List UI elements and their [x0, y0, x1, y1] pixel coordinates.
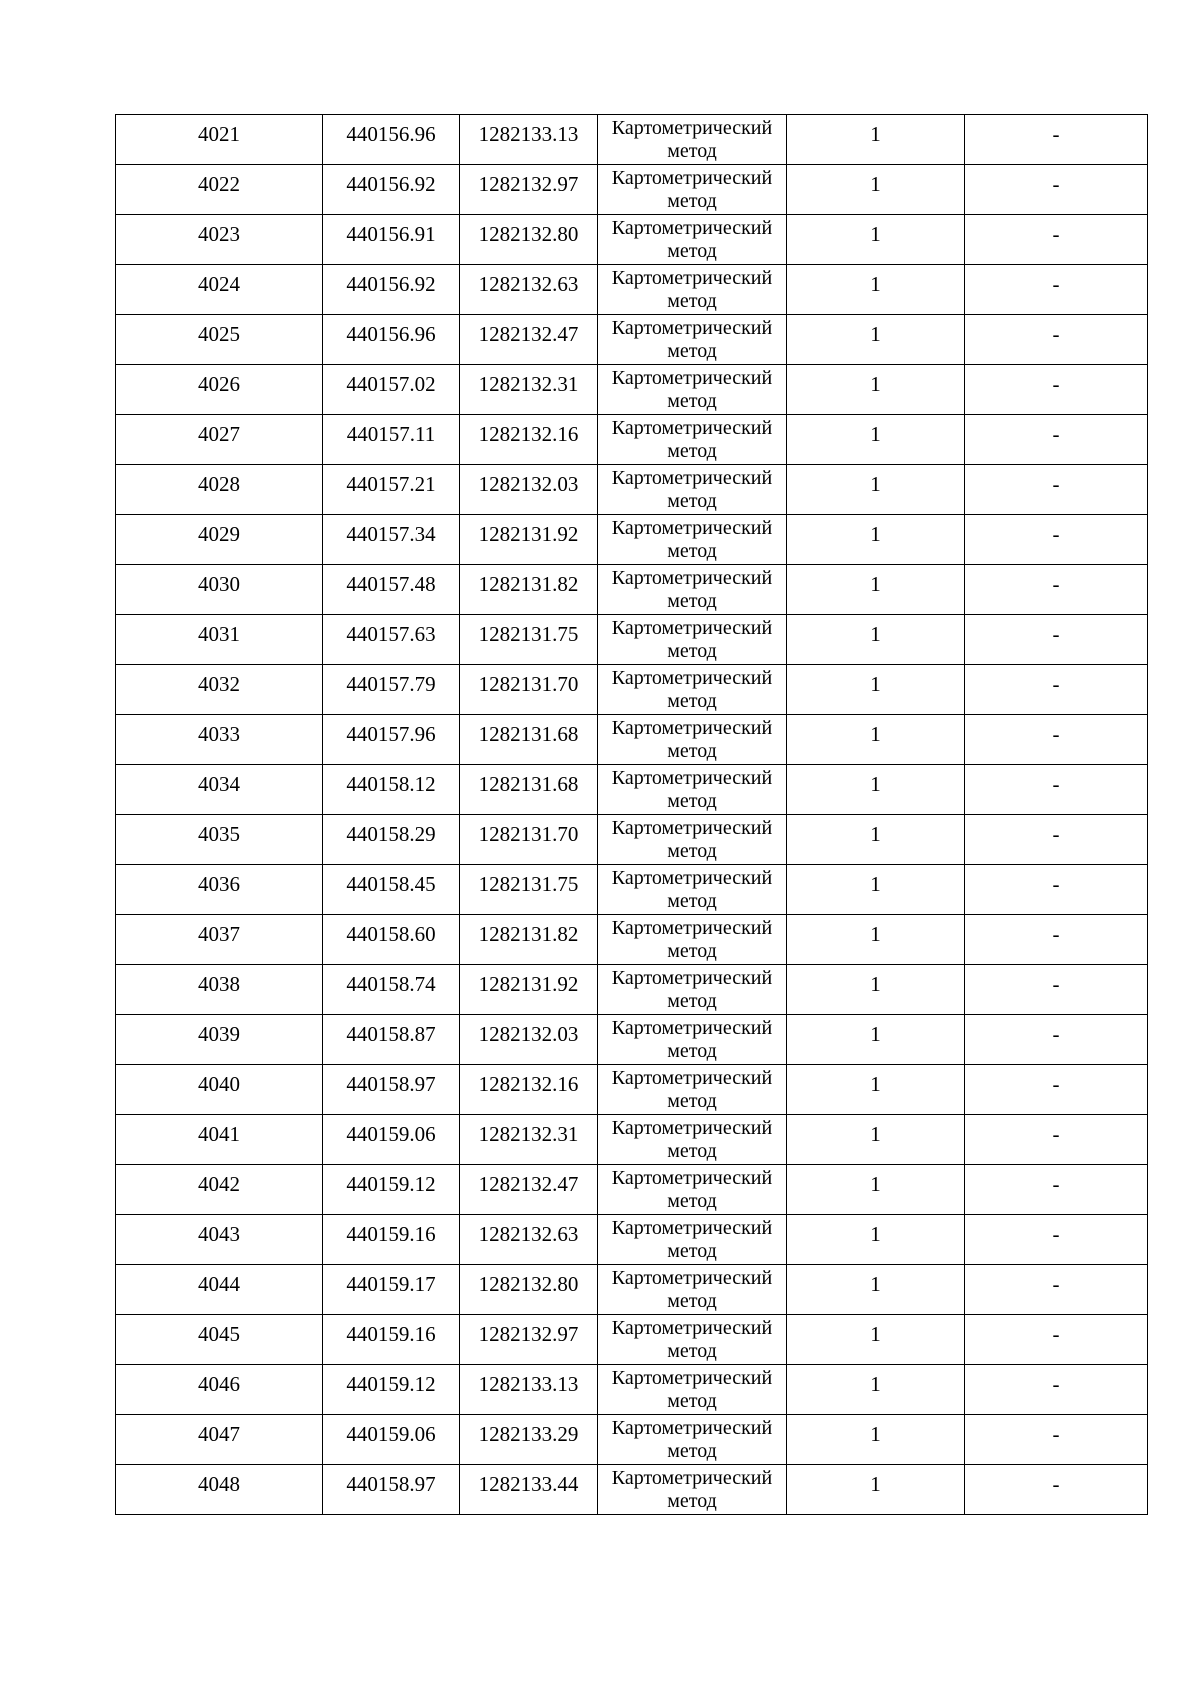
method-line-2: метод	[667, 140, 717, 162]
table-row	[116, 965, 1148, 1015]
y-coordinate-cell: 1282131.75	[460, 865, 598, 915]
point-number-cell: 4045	[116, 1315, 323, 1365]
method-line-1: Картометрический	[611, 167, 773, 189]
table-row	[116, 215, 1148, 265]
accuracy-cell: 1	[787, 765, 965, 815]
method-line-1: Картометрический	[611, 667, 773, 689]
method-line-1: Картометрический	[611, 367, 773, 389]
table-row	[116, 865, 1148, 915]
accuracy-cell: 1	[787, 915, 965, 965]
table-row	[116, 815, 1148, 865]
method-line-1: Картометрический	[611, 567, 773, 589]
y-coordinate-cell: 1282132.63	[460, 1215, 598, 1265]
table-row	[116, 1365, 1148, 1415]
x-coordinate-cell: 440157.48	[323, 565, 460, 615]
description-cell: -	[965, 1215, 1148, 1265]
description-cell: -	[965, 1165, 1148, 1215]
accuracy-cell: 1	[787, 565, 965, 615]
accuracy-cell: 1	[787, 515, 965, 565]
table-row	[116, 1115, 1148, 1165]
point-number-cell: 4041	[116, 1115, 323, 1165]
x-coordinate-cell: 440159.12	[323, 1165, 460, 1215]
x-coordinate-cell: 440159.16	[323, 1215, 460, 1265]
x-coordinate-cell: 440156.92	[323, 165, 460, 215]
y-coordinate-cell: 1282132.03	[460, 1015, 598, 1065]
description-cell: -	[965, 765, 1148, 815]
method-line-1: Картометрический	[611, 1367, 773, 1389]
y-coordinate-cell: 1282132.63	[460, 265, 598, 315]
method-line-2: метод	[667, 890, 717, 912]
description-cell: -	[965, 165, 1148, 215]
point-number-cell: 4025	[116, 315, 323, 365]
method-cell	[598, 1015, 787, 1065]
y-coordinate-cell: 1282131.70	[460, 665, 598, 715]
method-cell	[598, 715, 787, 765]
x-coordinate-cell: 440159.06	[323, 1115, 460, 1165]
y-coordinate-cell: 1282132.80	[460, 215, 598, 265]
point-number-cell: 4030	[116, 565, 323, 615]
table-row	[116, 615, 1148, 665]
accuracy-cell: 1	[787, 265, 965, 315]
table-row	[116, 1465, 1148, 1515]
method-line-2: метод	[667, 190, 717, 212]
method-line-2: метод	[667, 240, 717, 262]
table-row	[116, 665, 1148, 715]
point-number-cell: 4043	[116, 1215, 323, 1265]
accuracy-cell: 1	[787, 865, 965, 915]
x-coordinate-cell: 440157.11	[323, 415, 460, 465]
x-coordinate-cell: 440159.06	[323, 1415, 460, 1465]
y-coordinate-cell: 1282132.97	[460, 165, 598, 215]
x-coordinate-cell: 440157.34	[323, 515, 460, 565]
method-cell	[598, 865, 787, 915]
method-line-1: Картометрический	[611, 967, 773, 989]
table-row	[116, 265, 1148, 315]
method-line-2: метод	[667, 440, 717, 462]
table-row	[116, 465, 1148, 515]
method-cell	[598, 115, 787, 165]
point-number-cell: 4037	[116, 915, 323, 965]
accuracy-cell: 1	[787, 1115, 965, 1165]
description-cell: -	[965, 215, 1148, 265]
method-cell	[598, 965, 787, 1015]
x-coordinate-cell: 440159.16	[323, 1315, 460, 1365]
x-coordinate-cell: 440157.21	[323, 465, 460, 515]
method-line-1: Картометрический	[611, 767, 773, 789]
table-row	[116, 165, 1148, 215]
y-coordinate-cell: 1282132.47	[460, 1165, 598, 1215]
accuracy-cell: 1	[787, 1015, 965, 1065]
method-line-1: Картометрический	[611, 717, 773, 739]
method-line-1: Картометрический	[611, 1267, 773, 1289]
description-cell: -	[965, 665, 1148, 715]
y-coordinate-cell: 1282131.70	[460, 815, 598, 865]
point-number-cell: 4044	[116, 1265, 323, 1315]
description-cell: -	[965, 415, 1148, 465]
x-coordinate-cell: 440157.02	[323, 365, 460, 415]
point-number-cell: 4021	[116, 115, 323, 165]
y-coordinate-cell: 1282131.92	[460, 515, 598, 565]
y-coordinate-cell: 1282132.31	[460, 1115, 598, 1165]
accuracy-cell: 1	[787, 965, 965, 1015]
method-cell	[598, 1315, 787, 1365]
method-line-2: метод	[667, 790, 717, 812]
description-cell: -	[965, 1015, 1148, 1065]
table-row	[116, 1265, 1148, 1315]
method-line-2: метод	[667, 390, 717, 412]
accuracy-cell: 1	[787, 615, 965, 665]
y-coordinate-cell: 1282131.92	[460, 965, 598, 1015]
y-coordinate-cell: 1282132.16	[460, 415, 598, 465]
description-cell: -	[965, 265, 1148, 315]
accuracy-cell: 1	[787, 1365, 965, 1415]
method-line-1: Картометрический	[611, 1467, 773, 1489]
point-number-cell: 4048	[116, 1465, 323, 1515]
method-line-2: метод	[667, 1340, 717, 1362]
coordinates-table	[115, 114, 1148, 1515]
method-line-1: Картометрический	[611, 1167, 773, 1189]
x-coordinate-cell: 440158.87	[323, 1015, 460, 1065]
method-cell	[598, 415, 787, 465]
point-number-cell: 4039	[116, 1015, 323, 1065]
y-coordinate-cell: 1282132.80	[460, 1265, 598, 1315]
method-line-2: метод	[667, 1140, 717, 1162]
y-coordinate-cell: 1282131.68	[460, 765, 598, 815]
method-cell	[598, 365, 787, 415]
accuracy-cell: 1	[787, 465, 965, 515]
y-coordinate-cell: 1282133.13	[460, 1365, 598, 1415]
method-line-2: метод	[667, 990, 717, 1012]
method-line-2: метод	[667, 1240, 717, 1262]
description-cell: -	[965, 1115, 1148, 1165]
accuracy-cell: 1	[787, 1315, 965, 1365]
x-coordinate-cell: 440158.29	[323, 815, 460, 865]
point-number-cell: 4033	[116, 715, 323, 765]
y-coordinate-cell: 1282133.44	[460, 1465, 598, 1515]
table-row	[116, 515, 1148, 565]
x-coordinate-cell: 440156.96	[323, 315, 460, 365]
method-line-2: метод	[667, 590, 717, 612]
description-cell: -	[965, 1265, 1148, 1315]
x-coordinate-cell: 440158.97	[323, 1065, 460, 1115]
method-line-1: Картометрический	[611, 1117, 773, 1139]
description-cell: -	[965, 365, 1148, 415]
accuracy-cell: 1	[787, 1215, 965, 1265]
x-coordinate-cell: 440156.92	[323, 265, 460, 315]
method-line-2: метод	[667, 540, 717, 562]
accuracy-cell: 1	[787, 1065, 965, 1115]
accuracy-cell: 1	[787, 1415, 965, 1465]
y-coordinate-cell: 1282132.47	[460, 315, 598, 365]
method-line-1: Картометрический	[611, 517, 773, 539]
method-line-1: Картометрический	[611, 217, 773, 239]
method-line-2: метод	[667, 490, 717, 512]
method-line-1: Картометрический	[611, 1217, 773, 1239]
accuracy-cell: 1	[787, 1165, 965, 1215]
table-row	[116, 565, 1148, 615]
x-coordinate-cell: 440159.17	[323, 1265, 460, 1315]
accuracy-cell: 1	[787, 165, 965, 215]
x-coordinate-cell: 440157.79	[323, 665, 460, 715]
point-number-cell: 4028	[116, 465, 323, 515]
accuracy-cell: 1	[787, 715, 965, 765]
point-number-cell: 4027	[116, 415, 323, 465]
accuracy-cell: 1	[787, 115, 965, 165]
table-row	[116, 1215, 1148, 1265]
table-row	[116, 915, 1148, 965]
method-line-1: Картометрический	[611, 917, 773, 939]
method-line-1: Картометрический	[611, 1017, 773, 1039]
method-line-1: Картометрический	[611, 1067, 773, 1089]
method-cell	[598, 1415, 787, 1465]
table-row	[116, 1015, 1148, 1065]
method-line-2: метод	[667, 1190, 717, 1212]
accuracy-cell: 1	[787, 415, 965, 465]
method-line-2: метод	[667, 1040, 717, 1062]
point-number-cell: 4026	[116, 365, 323, 415]
description-cell: -	[965, 515, 1148, 565]
description-cell: -	[965, 865, 1148, 915]
y-coordinate-cell: 1282132.97	[460, 1315, 598, 1365]
description-cell: -	[965, 1465, 1148, 1515]
description-cell: -	[965, 615, 1148, 665]
method-line-1: Картометрический	[611, 1417, 773, 1439]
table-row	[116, 1315, 1148, 1365]
point-number-cell: 4024	[116, 265, 323, 315]
description-cell: -	[965, 1365, 1148, 1415]
method-line-2: метод	[667, 1290, 717, 1312]
description-cell: -	[965, 915, 1148, 965]
x-coordinate-cell: 440156.96	[323, 115, 460, 165]
method-cell	[598, 815, 787, 865]
x-coordinate-cell: 440158.60	[323, 915, 460, 965]
accuracy-cell: 1	[787, 315, 965, 365]
point-number-cell: 4022	[116, 165, 323, 215]
y-coordinate-cell: 1282132.03	[460, 465, 598, 515]
point-number-cell: 4036	[116, 865, 323, 915]
method-line-1: Картометрический	[611, 617, 773, 639]
method-line-2: метод	[667, 640, 717, 662]
method-cell	[598, 515, 787, 565]
table-row	[116, 365, 1148, 415]
method-cell	[598, 1065, 787, 1115]
method-cell	[598, 1265, 787, 1315]
x-coordinate-cell: 440159.12	[323, 1365, 460, 1415]
method-line-2: метод	[667, 1490, 717, 1512]
method-line-1: Картометрический	[611, 117, 773, 139]
method-line-2: метод	[667, 840, 717, 862]
description-cell: -	[965, 1315, 1148, 1365]
point-number-cell: 4042	[116, 1165, 323, 1215]
point-number-cell: 4023	[116, 215, 323, 265]
x-coordinate-cell: 440157.63	[323, 615, 460, 665]
accuracy-cell: 1	[787, 815, 965, 865]
x-coordinate-cell: 440156.91	[323, 215, 460, 265]
method-cell	[598, 765, 787, 815]
method-cell	[598, 1115, 787, 1165]
method-line-2: метод	[667, 1090, 717, 1112]
y-coordinate-cell: 1282133.29	[460, 1415, 598, 1465]
method-line-2: метод	[667, 940, 717, 962]
method-cell	[598, 1215, 787, 1265]
method-line-1: Картометрический	[611, 317, 773, 339]
table-row	[116, 315, 1148, 365]
table-row	[116, 415, 1148, 465]
description-cell: -	[965, 1415, 1148, 1465]
y-coordinate-cell: 1282132.31	[460, 365, 598, 415]
method-cell	[598, 465, 787, 515]
description-cell: -	[965, 465, 1148, 515]
y-coordinate-cell: 1282131.82	[460, 565, 598, 615]
method-cell	[598, 1365, 787, 1415]
method-line-2: метод	[667, 340, 717, 362]
method-line-2: метод	[667, 740, 717, 762]
method-cell	[598, 615, 787, 665]
point-number-cell: 4034	[116, 765, 323, 815]
method-cell	[598, 215, 787, 265]
method-cell	[598, 665, 787, 715]
description-cell: -	[965, 715, 1148, 765]
accuracy-cell: 1	[787, 365, 965, 415]
accuracy-cell: 1	[787, 665, 965, 715]
description-cell: -	[965, 115, 1148, 165]
description-cell: -	[965, 565, 1148, 615]
point-number-cell: 4032	[116, 665, 323, 715]
description-cell: -	[965, 815, 1148, 865]
table-row	[116, 1415, 1148, 1465]
y-coordinate-cell: 1282131.82	[460, 915, 598, 965]
table-row	[116, 115, 1148, 165]
method-line-2: метод	[667, 1440, 717, 1462]
method-cell	[598, 165, 787, 215]
method-line-1: Картометрический	[611, 867, 773, 889]
x-coordinate-cell: 440158.12	[323, 765, 460, 815]
x-coordinate-cell: 440158.97	[323, 1465, 460, 1515]
method-cell	[598, 1465, 787, 1515]
description-cell: -	[965, 1065, 1148, 1115]
table-row	[116, 765, 1148, 815]
x-coordinate-cell: 440158.45	[323, 865, 460, 915]
method-line-2: метод	[667, 1390, 717, 1412]
accuracy-cell: 1	[787, 1465, 965, 1515]
table-row	[116, 1065, 1148, 1115]
accuracy-cell: 1	[787, 1265, 965, 1315]
point-number-cell: 4047	[116, 1415, 323, 1465]
method-line-2: метод	[667, 290, 717, 312]
method-line-1: Картометрический	[611, 417, 773, 439]
coordinates-table-body	[116, 115, 1148, 1515]
method-line-1: Картометрический	[611, 1317, 773, 1339]
point-number-cell: 4035	[116, 815, 323, 865]
description-cell: -	[965, 315, 1148, 365]
y-coordinate-cell: 1282131.68	[460, 715, 598, 765]
point-number-cell: 4040	[116, 1065, 323, 1115]
x-coordinate-cell: 440157.96	[323, 715, 460, 765]
method-line-2: метод	[667, 690, 717, 712]
method-cell	[598, 265, 787, 315]
point-number-cell: 4031	[116, 615, 323, 665]
method-line-1: Картометрический	[611, 267, 773, 289]
point-number-cell: 4038	[116, 965, 323, 1015]
accuracy-cell: 1	[787, 215, 965, 265]
description-cell: -	[965, 965, 1148, 1015]
method-cell	[598, 565, 787, 615]
y-coordinate-cell: 1282131.75	[460, 615, 598, 665]
point-number-cell: 4029	[116, 515, 323, 565]
method-line-1: Картометрический	[611, 467, 773, 489]
x-coordinate-cell: 440158.74	[323, 965, 460, 1015]
point-number-cell: 4046	[116, 1365, 323, 1415]
method-cell	[598, 1165, 787, 1215]
method-cell	[598, 315, 787, 365]
y-coordinate-cell: 1282133.13	[460, 115, 598, 165]
method-line-1: Картометрический	[611, 817, 773, 839]
method-cell	[598, 915, 787, 965]
table-row	[116, 1165, 1148, 1215]
y-coordinate-cell: 1282132.16	[460, 1065, 598, 1115]
table-row	[116, 715, 1148, 765]
